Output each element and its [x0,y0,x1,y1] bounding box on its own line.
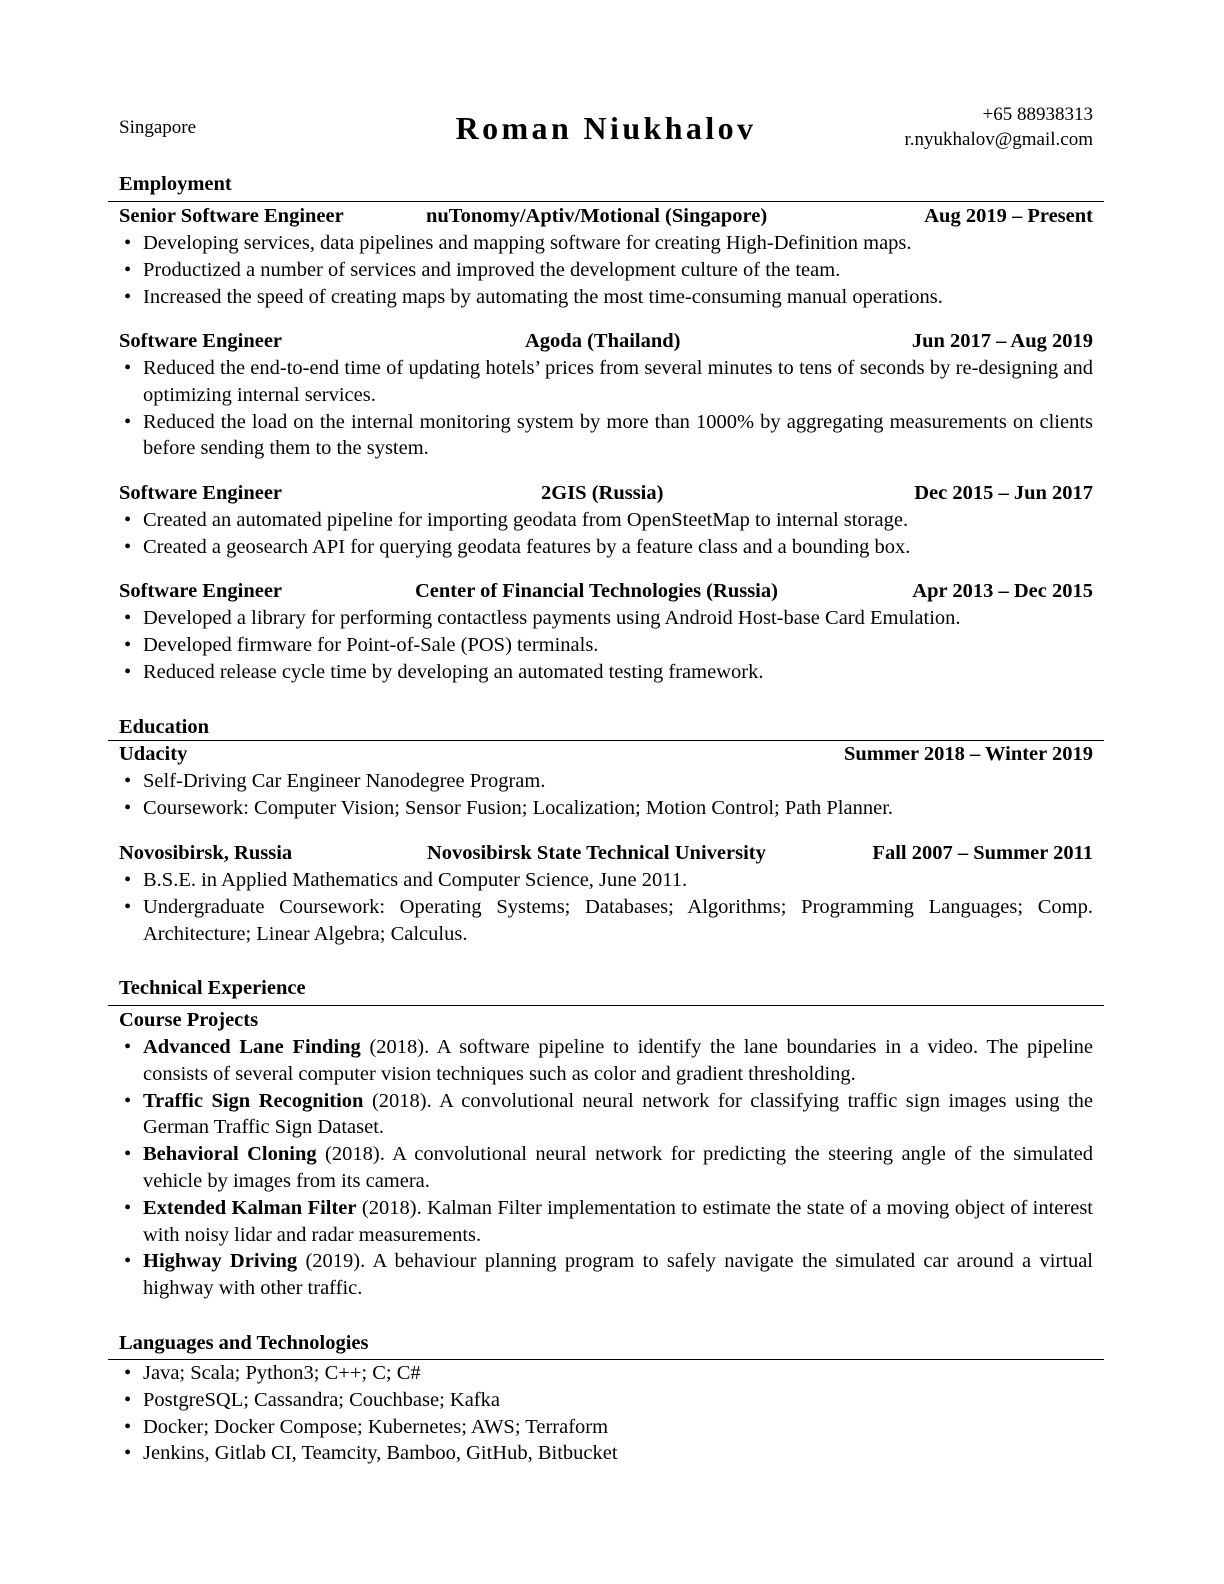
project-list [119,1034,1093,1302]
list-item: • Extended Kalman Filter (2018). Kalman Filter implementation to estimate the state of a moving object of interest with noisy lidar and radar measurements. [124,1196,1094,1246]
job-bullets [119,230,1093,310]
education-location: Novosibirsk, Russia [119,842,293,864]
list-item: • B.S.E. in Applied Mathematics and Computer Science, June 2011. [124,869,688,891]
list-item: • Developed firmware for Point-of-Sale (POS) terminals. [124,633,599,656]
project-name: Behavioral Cloning [143,1143,317,1166]
list-item: • Undergraduate Coursework: Operating Systems; Databases; Algorithms; Programming Languages; Comp. Architecture; Linear Algebra; Calculus. [124,895,1093,945]
job-entry-motional [119,203,1093,310]
project-name: Traffic Sign Recognition [143,1089,364,1112]
education-dates: Fall 2007 – Summer 2011 [872,842,1093,864]
job-company: Center of Financial Technologies (Russia) [415,580,778,602]
education-entry-udacity [119,741,1093,822]
list-item: • Reduced the end-to-end time of updating hotels’ prices from several minutes to tens of seconds by re-designing and optimizing internal services. [124,357,1093,406]
section-title-employment: Employment [119,173,232,195]
list-item: • Reduced the load on the internal monitoring system by more than 1000% by aggregating measurements on clients before sending them to the system. [124,410,1093,460]
education-header [119,741,1093,768]
languages-section [119,1330,1093,1356]
list-item: • Productized a number of services and improved the development culture of the team. [124,258,841,281]
job-company: Agoda (Thailand) [525,330,681,352]
list-item: • Reduced release cycle time by developing an automated testing framework. [124,660,764,683]
job-bullets [119,605,1093,685]
course-projects-title: Course Projects [119,1009,259,1031]
job-dates: Dec 2015 – Jun 2017 [914,482,1093,504]
education-bullets [119,768,1093,822]
list-item: • Advanced Lane Finding (2018). A software pipeline to identify the lane boundaries in a video. The pipeline consists of several computer vision techniques such as color and gradient thresholding. [124,1036,1093,1085]
job-role: Senior Software Engineer [119,205,344,227]
resume-header [119,100,1093,160]
job-header [119,203,1093,230]
languages-entry [119,1360,1093,1467]
employment-section [119,171,1093,197]
project-name: Highway Driving [143,1250,298,1273]
course-projects [119,1007,1093,1302]
languages-list [119,1360,1093,1467]
education-section [119,714,1093,740]
section-title-languages: Languages and Technologies [119,1332,369,1354]
list-item: • Java; Scala; Python3; C++; C; C# [124,1362,421,1384]
list-item: • Self-Driving Car Engineer Nanodegree Program. [124,770,546,792]
list-item: • Behavioral Cloning (2018). A convolutional neural network for predicting the steering angle of the simulated vehicle by images from its camera. [124,1143,1093,1192]
job-dates: Jun 2017 – Aug 2019 [911,330,1093,352]
list-item: • Coursework: Computer Vision; Sensor Fusion; Localization; Motion Control; Path Planner. [124,796,894,819]
education-bullets [119,867,1093,947]
job-role: Software Engineer [119,482,283,504]
job-company: nuTonomy/Aptiv/Motional (Singapore) [426,205,768,227]
project-name: Extended Kalman Filter [143,1196,357,1219]
section-divider [108,201,1104,202]
education-header [119,840,1093,867]
job-entry-cft [119,578,1093,685]
list-item: • Created a geosearch API for querying geodata features by a feature class and a bounding box. [124,535,911,558]
job-dates: Apr 2013 – Dec 2015 [912,580,1093,602]
list-item: • Developed a library for performing contactless payments using Android Host-base Card Emulation. [124,607,961,629]
job-role: Software Engineer [119,580,283,602]
candidate-name: Roman Niukhalov [455,110,757,146]
list-item: • PostgreSQL; Cassandra; Couchbase; Kafka [124,1388,500,1411]
list-item: • Docker; Docker Compose; Kubernetes; AWS; Terraform [124,1415,609,1438]
list-item: • Highway Driving (2019). A behaviour planning program to safely navigate the simulated car around a virtual highway with other traffic. [124,1250,1094,1300]
job-bullets [119,507,1093,561]
job-entry-agoda [119,328,1093,462]
job-entry-2gis [119,480,1093,561]
job-header [119,480,1093,507]
list-item: • Created an automated pipeline for importing geodata from OpenSteetMap to internal storage. [124,509,909,531]
job-dates: Aug 2019 – Present [924,205,1093,227]
project-name: Advanced Lane Finding [143,1036,361,1058]
list-item: • Traffic Sign Recognition (2018). A convolutional neural network for classifying traffic sign images using the German Traffic Sign Dataset. [124,1089,1094,1139]
education-institution: Novosibirsk State Technical University [427,842,766,864]
job-header [119,328,1093,355]
technical-section [119,975,1093,1001]
header-location: Singapore [119,117,197,138]
education-dates: Summer 2018 – Winter 2019 [843,743,1093,765]
job-bullets [119,355,1093,462]
job-role: Software Engineer [119,330,283,352]
section-title-education: Education [119,716,209,738]
section-divider [108,1005,1104,1006]
list-item: • Increased the speed of creating maps by automating the most time-consuming manual operations. [124,285,943,308]
list-item: • Jenkins, Gitlab CI, Teamcity, Bamboo, GitHub, Bitbucket [124,1442,618,1465]
list-item: • Developing services, data pipelines and mapping software for creating High-Definition maps. [124,232,912,254]
email-address: r.nyukhalov@gmail.com [904,129,1093,150]
contact-info [905,102,1093,152]
job-header [119,578,1093,605]
education-institution: Udacity [119,743,188,765]
education-entry-nstu [119,840,1093,947]
phone-number: +65 88938313 [982,104,1093,125]
section-title-technical: Technical Experience [119,977,306,999]
job-company: 2GIS (Russia) [541,482,664,504]
